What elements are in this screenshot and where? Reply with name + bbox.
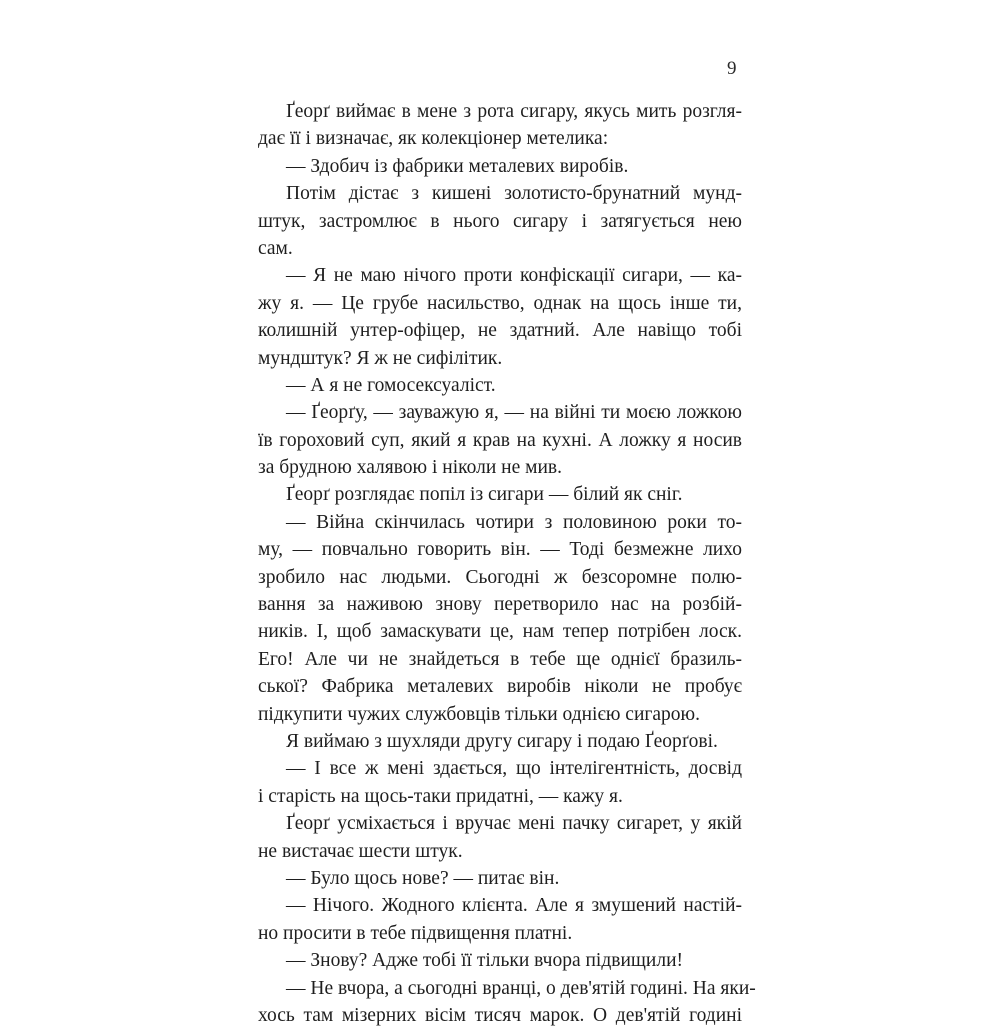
text-line: — Знову? Адже тобі її тільки вчора підвищили!	[286, 950, 684, 972]
text-line: дає її і визначає, як колекціонер метелика:	[258, 128, 609, 150]
text-line: колишній унтер-офіцер, не здатний. Але навіщо тобі	[258, 320, 742, 342]
text-line: му, — повчально говорить він. — Тоді безмежне лихо	[258, 539, 742, 561]
text-line: мундштук? Я ж не сифілітик.	[258, 347, 503, 369]
text-line: підкупити чужих службовців тільки однією сигарою.	[258, 703, 700, 725]
text-line: — Не вчора, а сьогодні вранці, о дев'ятій годині. На яки-	[286, 977, 756, 999]
text-line: зробило нас людьми. Сьогодні ж безсоромне полю-	[258, 566, 742, 588]
text-line: жу я. — Це грубе насильство, однак на щось інше ти,	[258, 292, 742, 314]
text-line: штук, застромлює в нього сигару і затягується нею	[258, 210, 742, 232]
text-line: Я виймаю з шухляди другу сигару і подаю Ґеорґові.	[286, 730, 718, 752]
text-line: Потім дістає з кишені золотисто-брунатний мунд-	[286, 183, 742, 205]
text-line: ників. І, щоб замаскувати це, нам тепер потрібен лоск.	[258, 621, 742, 643]
text-line: Ґеорґ виймає в мене з рота сигару, якусь мить розгля-	[286, 101, 742, 122]
text-line: сам.	[258, 237, 293, 259]
text-line: хось там мізерних вісім тисяч марок. О дев'ятій годині	[258, 1004, 742, 1026]
text-line: ської? Фабрика металевих виробів ніколи не пробує	[258, 676, 742, 698]
text-line: вання за наживою знову перетворило нас на розбій-	[258, 594, 742, 616]
body-text	[258, 98, 756, 1029]
text-line: їв гороховий суп, який я крав на кухні. А ложку я носив	[258, 429, 742, 451]
text-line: — Нічого. Жодного клієнта. Але я змушений настій-	[286, 895, 742, 917]
text-line: — Я не маю нічого проти конфіскації сигари, — ка-	[286, 265, 742, 287]
text-line: за брудною халявою і ніколи не мив.	[258, 457, 562, 479]
page-number: 9	[727, 58, 737, 79]
text-line: і старість на щось-таки придатні, — кажу я.	[258, 785, 623, 807]
text-line: Ґеорґ розглядає попіл із сигари — білий як сніг.	[286, 484, 683, 506]
text-line: Его! Але чи не знайдеться в тебе ще однієї бразиль-	[258, 648, 742, 670]
text-line: — Війна скінчилась чотири з половиною роки то-	[286, 511, 742, 533]
text-line: — І все ж мені здається, що інтелігентність, досвід	[286, 758, 742, 780]
text-line: — Здобич із фабрики металевих виробів.	[286, 155, 629, 177]
text-line: — А я не гомосексуаліст.	[286, 374, 496, 396]
text-line: но просити в тебе підвищення платні.	[258, 922, 573, 944]
text-line: Ґеорґ усміхається і вручає мені пачку сигарет, у якій	[286, 813, 742, 835]
text-line: — Ґеорґу, — зауважую я, — на війні ти моєю ложкою	[286, 402, 742, 424]
text-line: — Було щось нове? — питає він.	[286, 867, 560, 889]
text-line: не вистачає шести штук.	[258, 840, 463, 862]
